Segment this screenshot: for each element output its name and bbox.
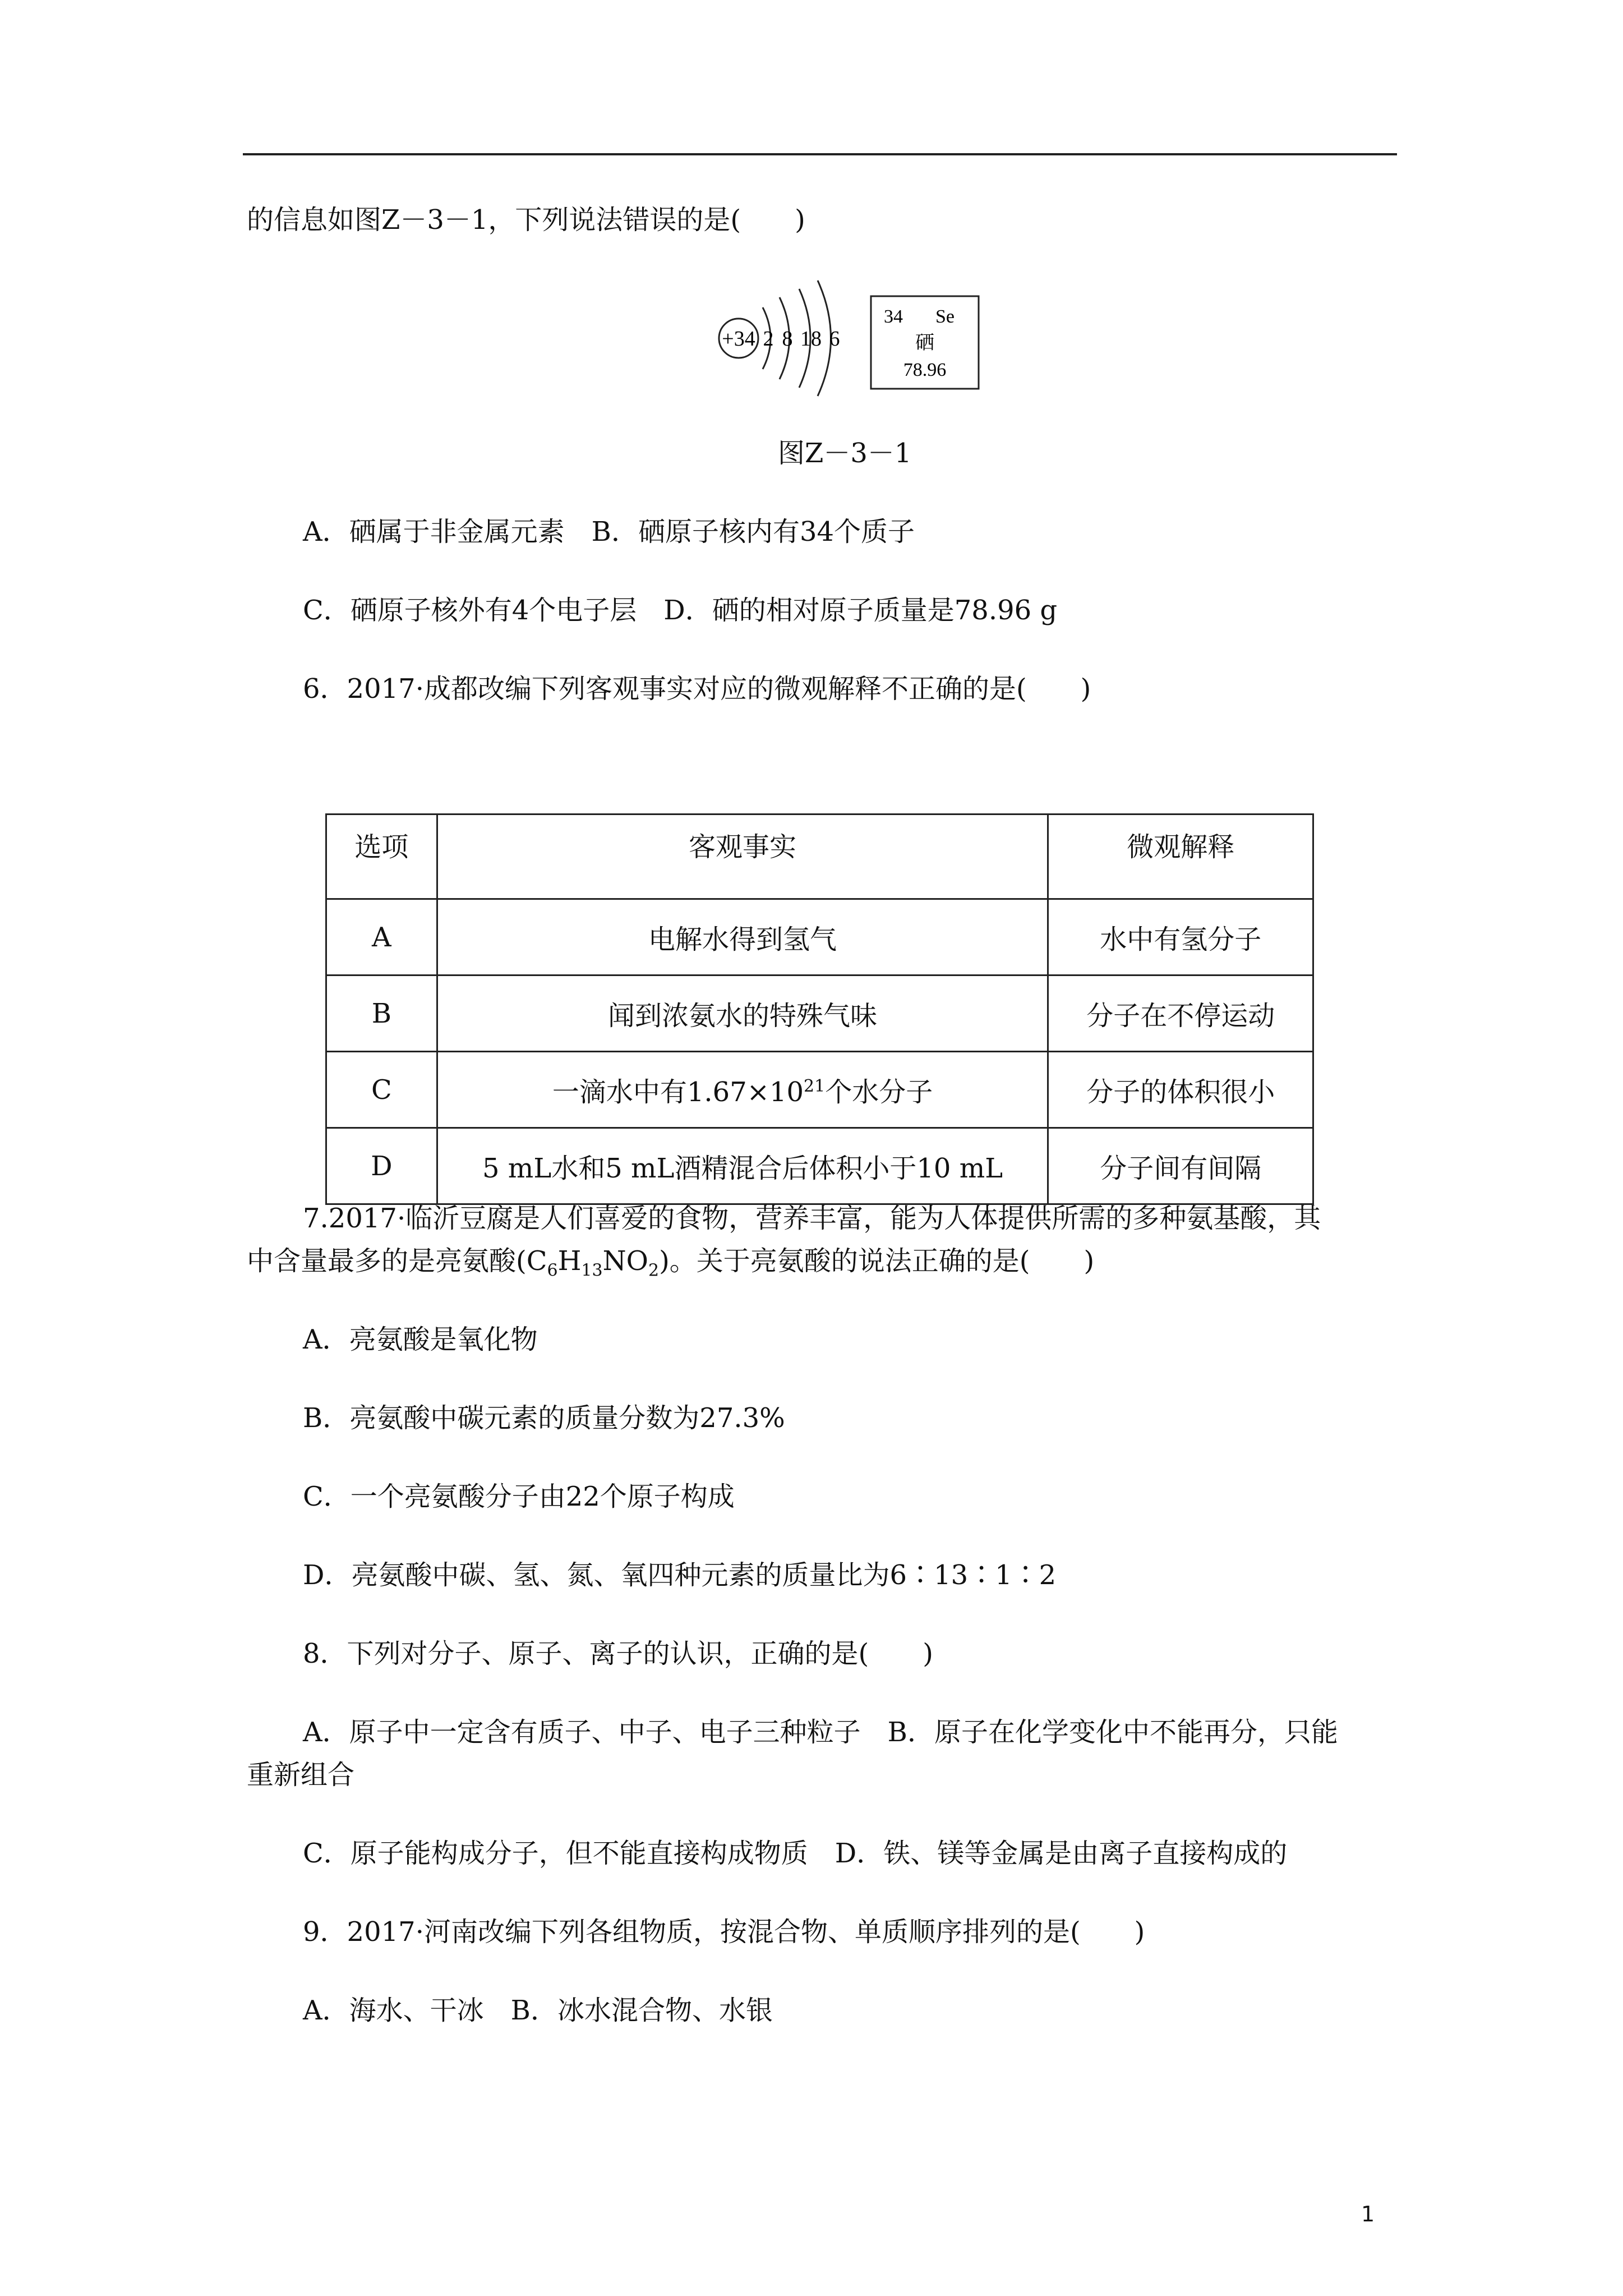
row-explanation: 分子的体积很小 [1048,1052,1313,1128]
nucleus-charge: +34 [722,327,755,351]
table-header-row [326,815,1313,899]
q7-stem-line1: 7.2017·临沂豆腐是人们喜爱的食物，营养丰富，能为人体提供所需的多种氨基酸，其 [303,1203,1321,1234]
q9-options-ab: A．海水、干冰 B．冰水混合物、水银 [303,1995,773,2026]
table-row [326,899,1313,976]
q7-option-b: B．亮氨酸中碳元素的质量分数为27.3% [303,1402,785,1434]
q7-option-a: A．亮氨酸是氧化物 [303,1324,538,1355]
table-row [326,976,1313,1052]
row-fact: 闻到浓氨水的特殊气味 [437,976,1048,1052]
row-explanation: 分子在不停运动 [1048,976,1313,1052]
row-fact: 5 mL水和5 mL酒精混合后体积小于10 mL [437,1128,1048,1204]
q7-option-d: D．亮氨酸中碳、氢、氮、氧四种元素的质量比为6∶13∶1∶2 [303,1559,1057,1591]
row-explanation: 分子间有间隔 [1048,1128,1313,1204]
q7-option-c: C．一个亮氨酸分子由22个原子构成 [303,1481,735,1512]
q8-stem: 8．下列对分子、原子、离子的认识，正确的是( ) [303,1638,933,1669]
shell-2-count: 8 [782,327,793,351]
row-option: B [326,976,437,1052]
q5-options-ab: A．硒属于非金属元素 B．硒原子核内有34个质子 [303,516,915,547]
q6-stem: 6．2017·成都改编下列客观事实对应的微观解释不正确的是( ) [303,673,1091,705]
q8-options-ab-line2: 重新组合 [247,1759,355,1791]
table-row [326,1052,1313,1128]
q5-stem: 的信息如图Z－3－1，下列说法错误的是( ) [247,204,805,236]
row-explanation: 水中有氢分子 [1048,899,1313,976]
shell-1-count: 2 [763,327,774,351]
atom-structure-diagram [719,280,840,396]
header-rule [243,153,1397,155]
q8-options-cd: C．原子能构成分子，但不能直接构成物质 D．铁、镁等金属是由离子直接构成的 [303,1838,1288,1869]
element-symbol: Se [935,306,955,327]
row-fact: 电解水得到氢气 [437,899,1048,976]
figure-caption: 图Z－3－1 [778,438,912,469]
row-option: A [326,899,437,976]
element-card [871,296,979,389]
table-row [326,1128,1313,1204]
q8-options-ab-line1: A．原子中一定含有质子、中子、电子三种粒子 B．原子在化学变化中不能再分，只能 [303,1717,1338,1748]
row-option: C [326,1052,437,1128]
row-fact: 一滴水中有$1.67\times 10^{21}$个水分子 [437,1052,1048,1128]
header-option: 选项 [326,815,437,899]
shell-4-count: 6 [829,327,840,351]
element-number: 34 [884,306,903,327]
q9-stem: 9．2017·河南改编下列各组物质，按混合物、单质顺序排列的是( ) [303,1916,1145,1948]
selenium-atom-figure [707,264,998,409]
shell-3-count: 18 [800,327,822,351]
header-explanation: 微观解释 [1048,815,1313,899]
page-number: 1 [1361,2202,1375,2226]
atomic-mass: 78.96 [903,360,947,380]
element-name: 硒 [915,332,934,354]
row-option: D [326,1128,437,1204]
header-fact: 客观事实 [437,815,1048,899]
q5-options-cd: C．硒原子核外有4个电子层 D．硒的相对原子质量是78.96 g [303,595,1058,626]
q7-stem-line2: 中含量最多的是亮氨酸$(C_6H_{13}NO_2)$。关于亮氨酸的说法正确的是( ) [247,1245,1095,1281]
fact-explanation-table [325,813,1314,1205]
